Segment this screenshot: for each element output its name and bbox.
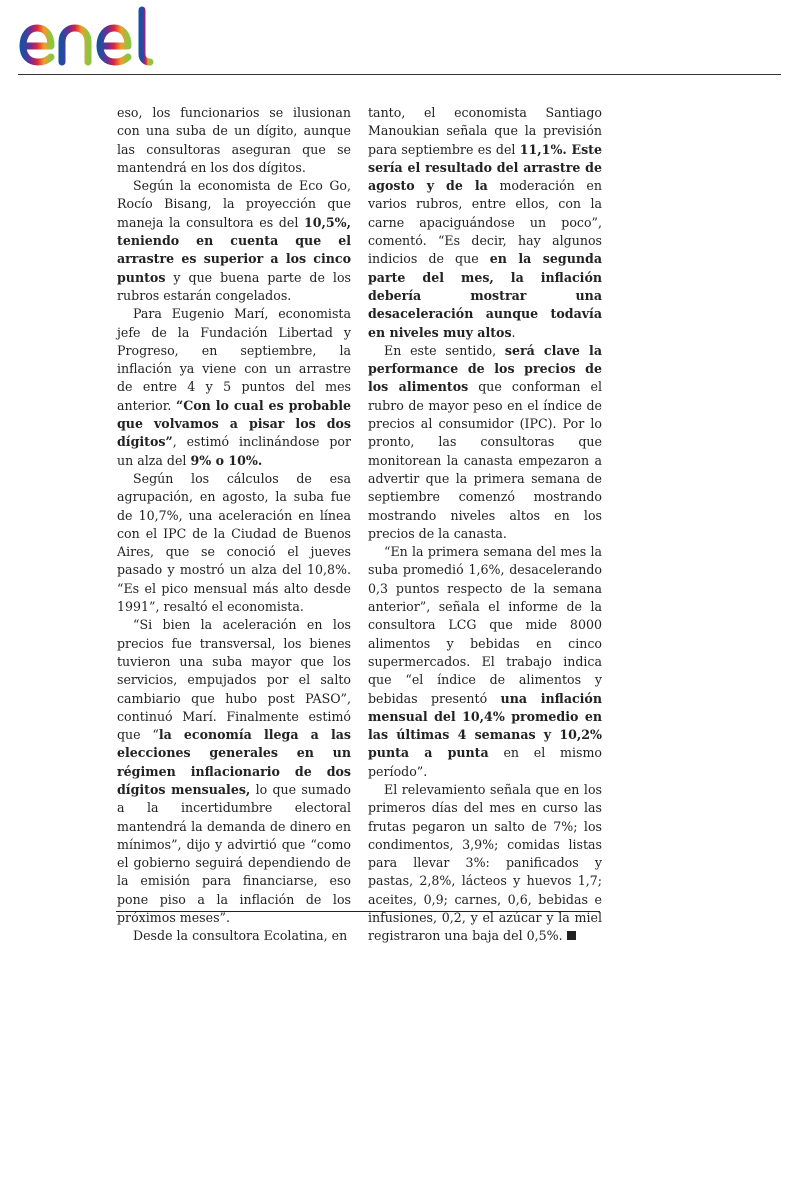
article-column-right xyxy=(368,104,602,946)
bold-text: una inflación mensual del 10,4% promedio en las últimas 4 semanas y 10,2% punta a punta xyxy=(368,690,602,761)
text-run: . xyxy=(511,324,516,340)
text-run: Según los cálculos de esa agrupación, en agosto, la suba fue de 10,7%, una aceleración en línea con el IPC de la Ciudad de Buenos Aires, que se conoció el jueves pasado y mostró un alza del 10,8%. “Es el pico mensual más alto desde 1991”, resaltó el economista. xyxy=(117,470,351,615)
text-run: Desde la consultora Ecolatina, en xyxy=(133,928,348,944)
bold-text: “Con lo cual es probable que volvamos a pisar los dos dígitos” xyxy=(117,397,352,450)
bold-text: será clave la performance de los precios de los alimentos xyxy=(368,342,602,395)
enel-logo xyxy=(18,6,178,68)
text-run: Para Eugenio Marí, economista jefe de la Fundación Libertad y Progreso, en septiembre, la inflación ya viene con un arrastre de entre 4 y 5 puntos del mes anterior. xyxy=(117,306,351,413)
footer-rule xyxy=(116,911,600,912)
header-rule xyxy=(18,74,781,75)
text-run: tanto, el economista Santiago Manoukian señala que la previsión para septiembre es del xyxy=(368,105,602,157)
paragraph xyxy=(368,342,602,543)
text-run: eso, los funcionarios se ilusionan con una suba de un dígito, aunque las consultoras aseguran que se mantendrá en los dos dígitos. xyxy=(117,105,351,175)
paragraph xyxy=(117,616,351,927)
paragraph xyxy=(117,927,351,945)
paragraph xyxy=(117,177,351,305)
bold-text: 10,5%, teniendo en cuenta que el arrastre es superior a los cinco puntos xyxy=(117,214,351,285)
text-run: lo que sumado a la incertidumbre electoral mantendrá la demanda de dinero en mínimos”, dijo y advirtió que “como el gobierno seguirá dependiendo de la emisión para financiarse, eso pone piso a la inflación de los próximos meses”. xyxy=(117,781,351,926)
text-run: moderación en varios rubros, entre ellos, con la carne apaciguándose un poco”, comentó. “Es decir, hay algunos indicios de que xyxy=(368,178,602,267)
text-run: “Si bien la aceleración en los precios fue transversal, los bienes tuvieron una suba mayor que los servicios, empujados por el salto cambiario que hubo post PASO”, continuó Marí. Finalmente estimó que “ xyxy=(117,617,351,743)
paragraph xyxy=(117,470,351,616)
bold-text: la economía llega a las elecciones generales en un régimen inflacionario de dos dígitos mensuales, xyxy=(117,727,351,797)
end-of-article-mark xyxy=(567,931,576,940)
paragraph xyxy=(368,543,602,781)
text-run: y que buena parte de los rubros estarán congelados. xyxy=(117,269,351,303)
text-run: El relevamiento señala que en los primeros días del mes en curso las frutas pegaron un salto de 7%; los condimentos, 3,9%; comidas listas para llevar 3%: panificados y pastas, 2,8%, lácteos y huevos 1,7; aceites, 0,9; carnes, 0,6, bebidas e infusiones, 0,2, y el azúcar y la miel registraron una baja del 0,5%. xyxy=(368,781,602,944)
paragraph xyxy=(117,104,351,177)
bold-text: en la segunda parte del mes, la inflación debería mostrar una desaceleración aunque todavía en niveles muy altos xyxy=(368,251,602,340)
bold-text: 9% o 10%. xyxy=(190,452,263,468)
text-run: que conforman el rubro de mayor peso en el índice de precios al consumidor (IPC). Por lo pronto, las consultoras que monitorean la canasta empezaron a advertir que la primera semana de septiembre comenzó mostrando mostrando niveles altos en los precios de la canasta. xyxy=(368,379,602,541)
text-run: En este sentido, xyxy=(384,342,505,358)
text-run: “En la primera semana del mes la suba promedió 1,6%, desacelerando 0,3 puntos respecto de la semana anterior”, señala el informe de la consultora LCG que mide 8000 alimentos y bebidas en cinco supermercados. El trabajo indica que “el índice de alimentos y bebidas presentó xyxy=(368,544,602,706)
paragraph xyxy=(117,305,351,470)
paragraph xyxy=(368,104,602,342)
article-column-left xyxy=(117,104,351,946)
paragraph xyxy=(368,781,602,946)
bold-text: 11,1%. Este sería el resultado del arrastre de agosto y de la xyxy=(368,141,602,194)
text-run: en el mismo período”. xyxy=(368,745,602,779)
text-run: , estimó inclinándose por un alza del xyxy=(117,434,351,468)
text-run: Según la economista de Eco Go, Rocío Bisang, la proyección que maneja la consultora es del xyxy=(117,178,351,230)
